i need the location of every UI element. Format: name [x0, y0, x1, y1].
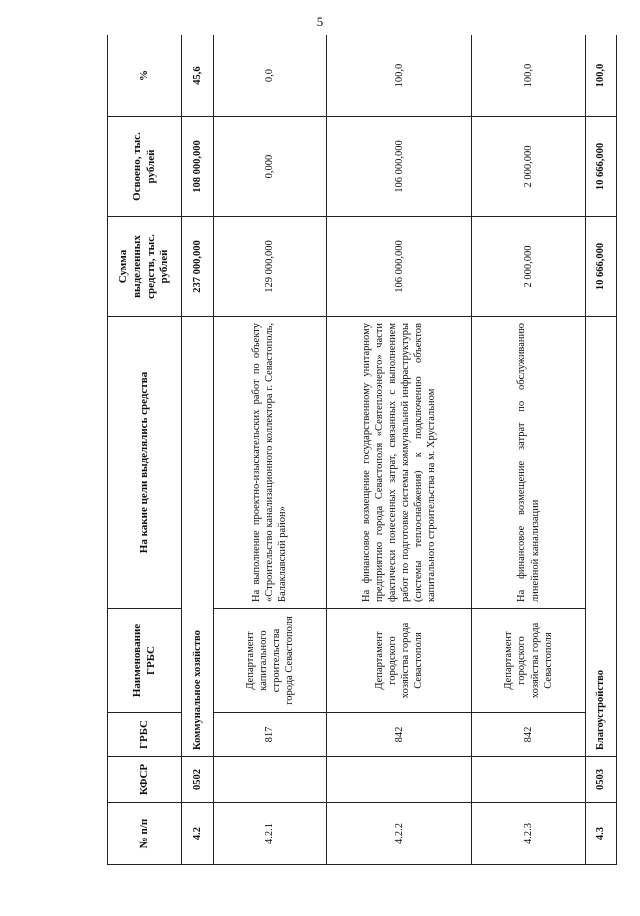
- row-num: 4.2.3: [472, 803, 586, 865]
- row-purpose: На выполнение проектно-изыскательских работ по объекту «Строительство канализационного коллектора г. Севастополь, Балаклавский район»: [213, 317, 327, 609]
- section-num: 4.2: [182, 803, 213, 865]
- page-number: 5: [316, 14, 324, 29]
- header-purpose: На какие цели выделялись средства: [108, 317, 182, 609]
- section-title: Коммунальное хозяйство: [182, 317, 213, 757]
- row-num: 4.2.2: [327, 803, 472, 865]
- section-spent: 10 666,000: [585, 117, 616, 217]
- section-kfsr: 0503: [585, 757, 616, 803]
- row-allocated: 2 000,000: [472, 217, 586, 317]
- row-grbs: 842: [327, 713, 472, 757]
- row-allocated: 106 000,000: [327, 217, 472, 317]
- table-row: [213, 35, 327, 865]
- section-percent: 45,6: [182, 35, 213, 117]
- row-num: 4.2.1: [213, 803, 327, 865]
- section-num: 4.3: [585, 803, 616, 865]
- header-grbs-name: Наименование ГРБС: [108, 609, 182, 713]
- header-allocated: Сумма выделенных средств, тыс. рублей: [108, 217, 182, 317]
- header-kfsr: КФСР: [108, 757, 182, 803]
- section-kfsr: 0502: [182, 757, 213, 803]
- row-percent: 0,0: [213, 35, 327, 117]
- row-spent: 106 000,000: [327, 117, 472, 217]
- table-frame: [107, 35, 617, 865]
- row-grbs-name: Департамент городского хозяйства города Севастополя: [327, 609, 472, 713]
- row-purpose: На финансовое возмещение государственному унитарному предприятию города Севастополя «Севтеплоэнерго» части фактически понесенных затрат, связанных с выполнением работ по подготовке системы коммунальной инфраструктуры (системы теплоснабжения) к подключению объектов капитального строительства на м. Хрустальном: [327, 317, 472, 609]
- row-kfsr: [327, 757, 472, 803]
- table-header-row: [108, 35, 182, 865]
- row-kfsr: [472, 757, 586, 803]
- row-grbs-name: Департамент капитального строительства города Севастополя: [213, 609, 327, 713]
- section-row-landscaping: [585, 35, 616, 865]
- header-percent: %: [108, 35, 182, 117]
- section-allocated: 10 666,000: [585, 217, 616, 317]
- header-num: № п/п: [108, 803, 182, 865]
- section-percent: 100,0: [585, 35, 616, 117]
- section-row-communal: [182, 35, 213, 865]
- row-grbs: 817: [213, 713, 327, 757]
- section-allocated: 237 000,000: [182, 217, 213, 317]
- row-percent: 100,0: [472, 35, 586, 117]
- rotated-table-container: [107, 35, 617, 865]
- row-allocated: 129 000,000: [213, 217, 327, 317]
- row-kfsr: [213, 757, 327, 803]
- header-spent: Освоено, тыс. рублей: [108, 117, 182, 217]
- section-spent: 108 000,000: [182, 117, 213, 217]
- row-grbs-name: Департамент городского хозяйства города Севастополя: [472, 609, 586, 713]
- row-spent: 0,000: [213, 117, 327, 217]
- section-title: Благоустройство: [585, 317, 616, 757]
- row-spent: 2 000,000: [472, 117, 586, 217]
- row-percent: 100,0: [327, 35, 472, 117]
- budget-table: [107, 35, 617, 865]
- header-grbs: ГРБС: [108, 713, 182, 757]
- table-row: [472, 35, 586, 865]
- row-grbs: 842: [472, 713, 586, 757]
- row-purpose: На финансовое возмещение затрат по обслуживанию линейной канализации: [472, 317, 586, 609]
- table-row: [327, 35, 472, 865]
